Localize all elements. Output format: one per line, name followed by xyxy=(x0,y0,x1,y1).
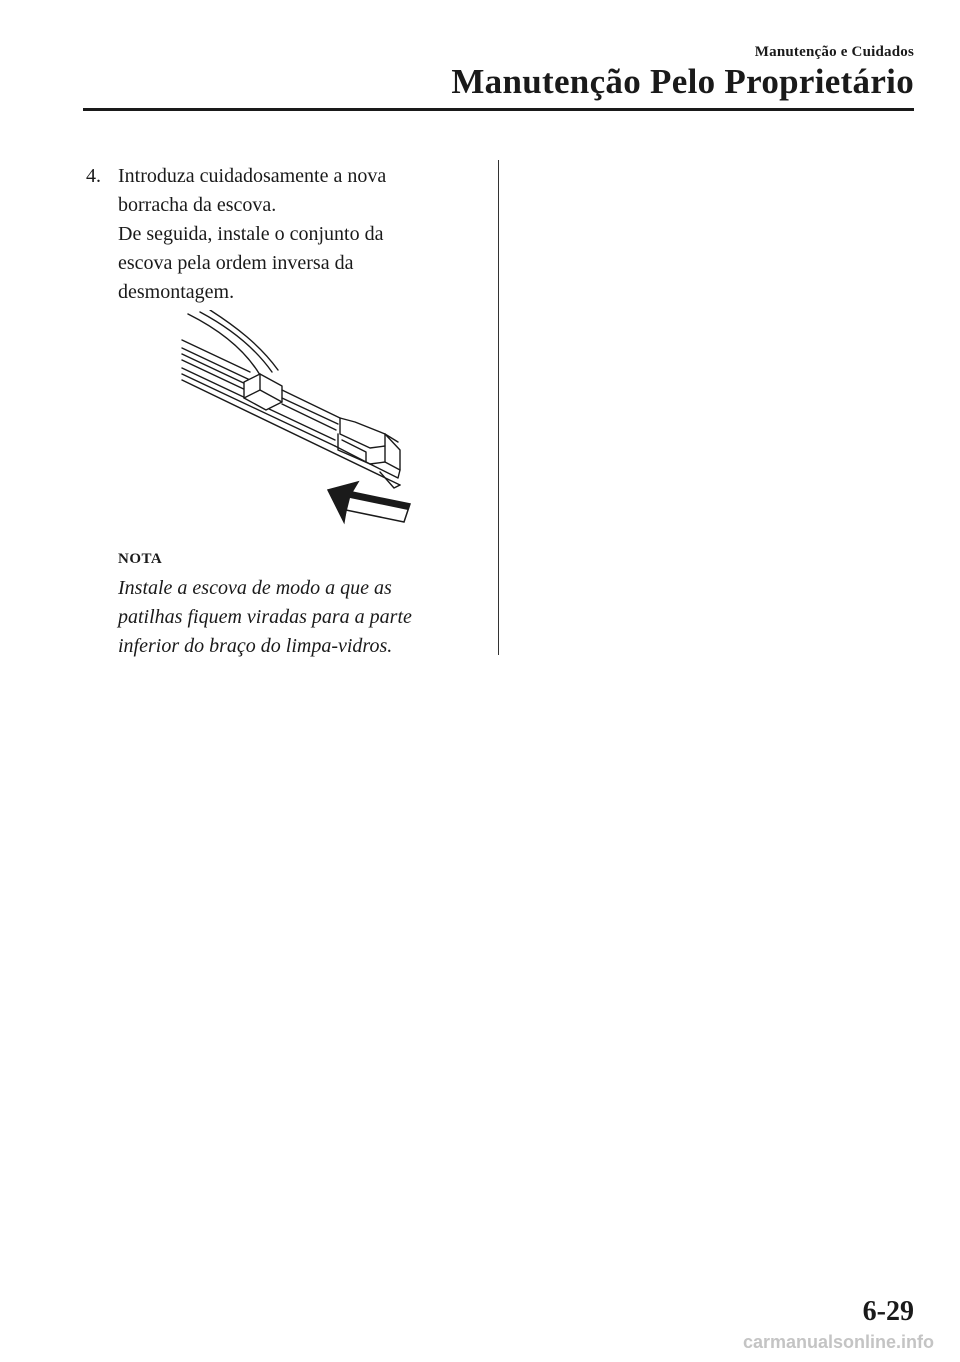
page-title: Manutenção Pelo Proprietário xyxy=(451,62,914,101)
step-text xyxy=(118,162,486,307)
step-line: De seguida, instale o conjunto da xyxy=(118,223,384,245)
note-block xyxy=(118,545,478,661)
step-line: Introduza cuidadosamente a nova xyxy=(118,165,387,187)
wiper-blade-illustration xyxy=(180,310,420,535)
arrow-up-left-icon xyxy=(320,480,415,532)
note-line: inferior do braço do limpa-vidros. xyxy=(118,635,393,657)
header-rule xyxy=(83,108,914,111)
step-line: desmontagem. xyxy=(118,281,235,303)
column-divider xyxy=(498,160,499,655)
note-line: patilhas fiquem viradas para a parte xyxy=(118,606,412,628)
watermark: carmanualsonline.info xyxy=(742,1332,934,1352)
section-header: Manutenção e Cuidados xyxy=(754,44,914,60)
note-line: Instale a escova de modo a que as xyxy=(118,577,392,599)
step-line: escova pela ordem inversa da xyxy=(118,252,354,274)
step-4 xyxy=(86,162,486,307)
step-number: 4. xyxy=(86,165,101,187)
step-line: borracha da escova. xyxy=(118,194,277,216)
note-title: NOTA xyxy=(118,551,163,567)
page-number: 6-29 xyxy=(862,1296,914,1327)
